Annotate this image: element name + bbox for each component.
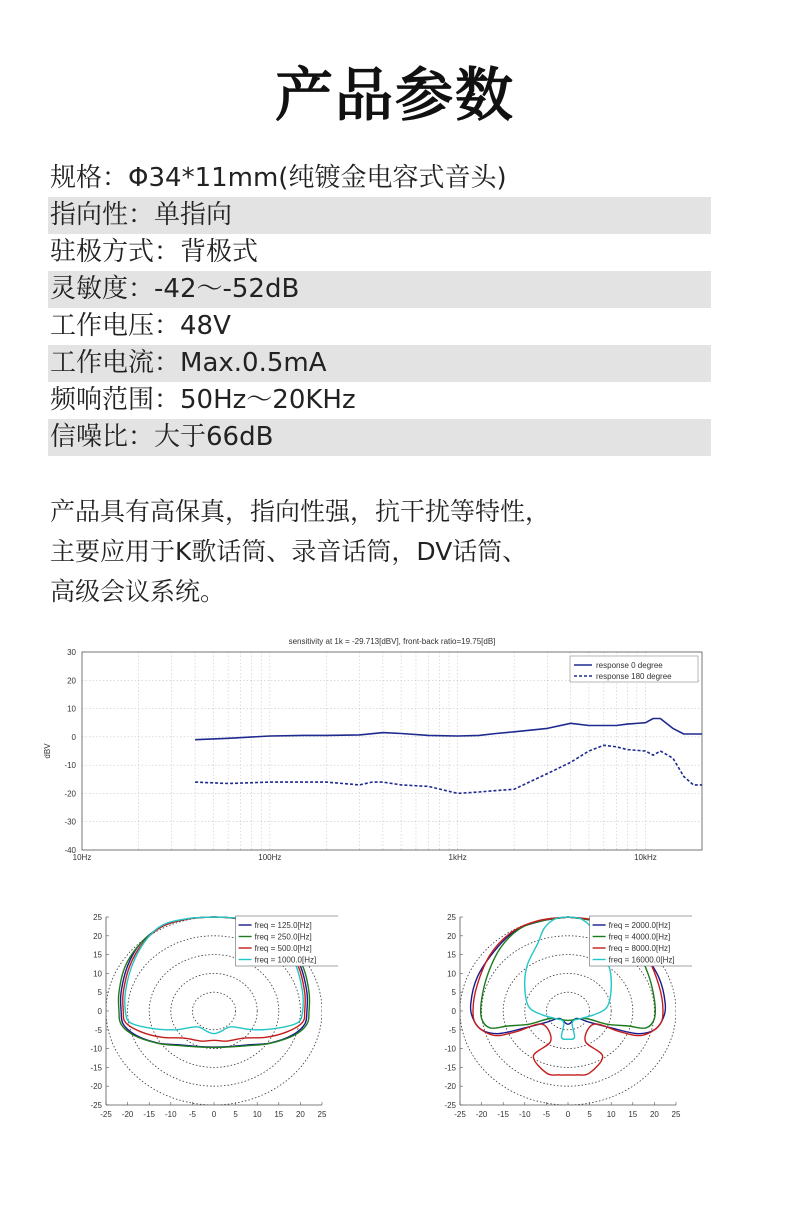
polar-ring bbox=[192, 992, 235, 1030]
y-tick-label: 30 bbox=[67, 648, 76, 657]
series-line bbox=[195, 745, 702, 793]
series-line bbox=[195, 719, 702, 740]
x-tick-label: 20 bbox=[295, 1110, 305, 1119]
description-line: 产品具有高保真，指向性强，抗干扰等特性， bbox=[50, 497, 551, 526]
legend-label: freq = 4000.0[Hz] bbox=[608, 932, 671, 942]
product-description bbox=[50, 492, 750, 612]
polar-ring bbox=[503, 955, 633, 1068]
y-tick-label: 0 bbox=[97, 1007, 102, 1016]
y-tick-label: -20 bbox=[444, 1082, 456, 1092]
polar-pattern-chart-high bbox=[432, 905, 692, 1130]
x-tick-label: -10 bbox=[519, 1110, 531, 1119]
spec-label: 信噪比： bbox=[50, 422, 155, 452]
spec-label: 指向性： bbox=[50, 200, 155, 230]
spec-row bbox=[48, 308, 711, 345]
x-tick-label: 5 bbox=[233, 1110, 238, 1119]
spec-value: 大于66dB bbox=[154, 422, 274, 452]
y-axis-label: dBV bbox=[43, 743, 52, 759]
spec-label: 频响范围： bbox=[50, 385, 181, 415]
y-tick-label: 15 bbox=[447, 950, 456, 960]
y-tick-label: -10 bbox=[90, 1044, 102, 1054]
spec-value: 背极式 bbox=[180, 237, 259, 267]
spec-row bbox=[48, 234, 711, 271]
x-tick-label: -5 bbox=[188, 1110, 196, 1119]
x-tick-label: 10 bbox=[606, 1110, 616, 1119]
spec-label: 工作电流： bbox=[50, 348, 181, 378]
y-tick-label: -15 bbox=[444, 1063, 456, 1073]
spec-row bbox=[48, 271, 711, 308]
legend-label: freq = 250.0[Hz] bbox=[254, 932, 312, 942]
y-tick-label: -25 bbox=[90, 1101, 102, 1110]
polar-ring bbox=[171, 973, 257, 1048]
y-tick-label: -30 bbox=[64, 817, 76, 827]
y-tick-label: -20 bbox=[90, 1082, 102, 1092]
legend-label: freq = 125.0[Hz] bbox=[254, 921, 312, 930]
y-tick-label: 10 bbox=[93, 969, 102, 979]
spec-label: 灵敏度： bbox=[50, 274, 155, 304]
y-tick-label: -40 bbox=[64, 846, 76, 855]
page-title: 产品参数 bbox=[274, 61, 515, 129]
description-line: 高级会议系统。 bbox=[50, 577, 226, 606]
x-tick-label: -20 bbox=[121, 1110, 134, 1119]
y-tick-label: 25 bbox=[447, 913, 456, 922]
y-tick-label: -20 bbox=[64, 789, 76, 799]
x-tick-label: -20 bbox=[475, 1110, 488, 1119]
x-tick-label: 5 bbox=[587, 1110, 592, 1119]
spec-label: 规格： bbox=[50, 163, 129, 193]
x-tick-label: 10Hz bbox=[72, 853, 92, 862]
y-tick-label: -25 bbox=[444, 1101, 456, 1110]
x-tick-label: -15 bbox=[497, 1110, 509, 1119]
y-tick-label: 20 bbox=[93, 931, 102, 941]
x-tick-label: 20 bbox=[649, 1110, 659, 1119]
x-tick-label: 15 bbox=[274, 1110, 284, 1119]
spec-row bbox=[48, 160, 711, 197]
x-tick-label: 100Hz bbox=[258, 853, 282, 862]
x-tick-label: -5 bbox=[542, 1110, 550, 1119]
legend-label: freq = 8000.0[Hz] bbox=[608, 944, 671, 953]
y-tick-label: 20 bbox=[447, 931, 456, 941]
legend-label: freq = 1000.0[Hz] bbox=[254, 955, 317, 965]
chart-title: sensitivity at 1k = -29.713[dBV], front-back ratio=19.75[dB] bbox=[288, 637, 496, 646]
spec-value: Φ34*11mm(纯镀金电容式音头) bbox=[128, 163, 507, 193]
x-tick-label: -15 bbox=[143, 1110, 155, 1119]
x-tick-label: 1kHz bbox=[448, 853, 467, 862]
x-tick-label: 25 bbox=[317, 1110, 327, 1119]
x-tick-label: 0 bbox=[565, 1110, 571, 1119]
y-tick-label: 10 bbox=[447, 969, 456, 979]
y-tick-label: -10 bbox=[64, 761, 76, 771]
legend-label: response 180 degree bbox=[596, 672, 672, 681]
x-tick-label: 25 bbox=[671, 1110, 681, 1119]
spec-value: -42～-52dB bbox=[154, 274, 300, 304]
spec-row bbox=[48, 345, 711, 382]
spec-label: 工作电压： bbox=[50, 311, 181, 341]
polar-pattern-chart-low bbox=[78, 905, 338, 1130]
y-tick-label: -10 bbox=[444, 1044, 456, 1054]
spec-row bbox=[48, 197, 711, 234]
description-line: 主要应用于K歌话筒、录音话筒，DV话筒、 bbox=[50, 537, 528, 566]
x-tick-label: 0 bbox=[211, 1110, 217, 1119]
y-tick-label: -5 bbox=[448, 1025, 456, 1035]
polar-ring bbox=[525, 973, 611, 1048]
x-tick-label: -10 bbox=[165, 1110, 177, 1119]
x-tick-label: -25 bbox=[454, 1110, 466, 1119]
y-tick-label: 20 bbox=[67, 676, 76, 686]
x-tick-label: 10 bbox=[252, 1110, 262, 1119]
spec-list bbox=[48, 160, 711, 456]
y-tick-label: 0 bbox=[451, 1007, 456, 1016]
x-tick-label: 15 bbox=[628, 1110, 638, 1119]
spec-value: 单指向 bbox=[154, 200, 233, 230]
y-tick-label: 0 bbox=[71, 732, 76, 742]
y-tick-label: 5 bbox=[451, 988, 456, 998]
legend-label: freq = 500.0[Hz] bbox=[254, 944, 312, 953]
legend-label: freq = 2000.0[Hz] bbox=[608, 921, 671, 930]
spec-value: 50Hz～20KHz bbox=[180, 385, 356, 415]
y-tick-label: 5 bbox=[97, 988, 102, 998]
legend-label: freq = 16000.0[Hz] bbox=[608, 955, 675, 965]
polar-ring bbox=[149, 955, 279, 1068]
spec-row bbox=[48, 419, 711, 456]
y-tick-label: 15 bbox=[93, 950, 102, 960]
spec-value: 48V bbox=[180, 311, 231, 341]
legend-label: response 0 degree bbox=[596, 661, 663, 670]
y-tick-label: -15 bbox=[90, 1063, 102, 1073]
spec-label: 驻极方式： bbox=[50, 237, 181, 267]
y-tick-label: -5 bbox=[94, 1025, 102, 1035]
spec-value: Max.0.5mA bbox=[180, 348, 327, 378]
y-tick-label: 25 bbox=[93, 913, 102, 922]
frequency-response-chart bbox=[40, 630, 710, 862]
x-tick-label: -25 bbox=[100, 1110, 112, 1119]
x-tick-label: 10kHz bbox=[634, 853, 657, 862]
y-tick-label: 10 bbox=[67, 704, 76, 714]
spec-row bbox=[48, 382, 711, 419]
